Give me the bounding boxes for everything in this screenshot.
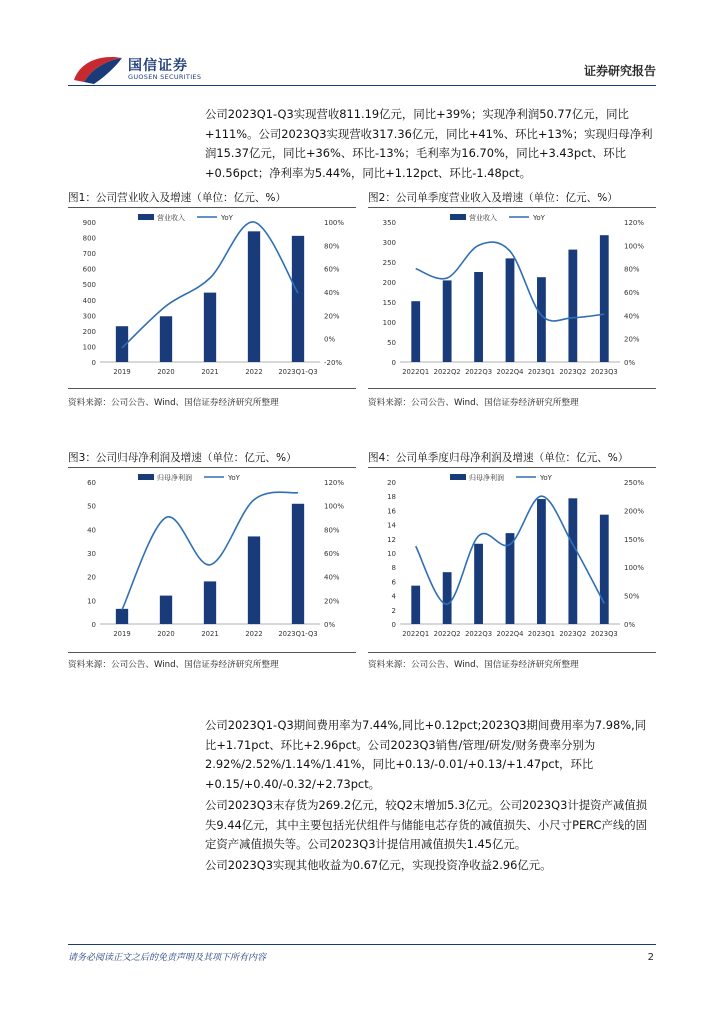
brand-name-cn: 国信证券 bbox=[128, 58, 188, 74]
paragraph-inventory-impairment: 公司2023Q3末存货为269.2亿元，较Q2末增加5.3亿元。公司2023Q3计提资产减值损失9.44亿元，其中主要包括光伏组件与储能电芯存货的减值损失、小尺寸PERC产线的固定资产减值损失等。公司2023Q3计提信用减值损失1.45亿元。 bbox=[205, 798, 648, 851]
x-tick-label: 2022 bbox=[245, 368, 263, 376]
y-left-tick-label: 500 bbox=[82, 281, 96, 290]
chart-fig2 bbox=[368, 208, 656, 388]
x-tick-label: 2022Q4 bbox=[496, 368, 524, 376]
y-right-tick-label: 40% bbox=[624, 312, 640, 321]
bar-2022Q3 bbox=[474, 272, 483, 362]
report-type-label: 证券研究报告 bbox=[583, 64, 656, 78]
fig2-bottom-rule bbox=[368, 388, 656, 389]
y-right-tick-label: 100% bbox=[324, 502, 345, 511]
legend-line-label: YoY bbox=[540, 474, 552, 482]
y-right-tick-label: 50% bbox=[624, 592, 640, 601]
y-right-tick-label: 80% bbox=[324, 526, 340, 535]
bar-2023Q1-Q3 bbox=[292, 504, 304, 624]
y-left-tick-label: 700 bbox=[82, 250, 96, 259]
y-left-tick-label: 20 bbox=[87, 573, 96, 582]
bar-2022Q2 bbox=[443, 280, 452, 362]
legend-bar-swatch bbox=[450, 474, 466, 480]
y-left-tick-label: 300 bbox=[82, 312, 96, 321]
paragraph-revenue-summary: 公司2023Q1-Q3实现营收811.19亿元，同比+39%；实现净利润50.77亿元，同比+111%。公司2023Q3实现营收317.36亿元，同比+41%、环比+13%；实现归母净利润15.37亿元，同比+36%、环比-13%；毛利率为16.70%，同比+3.43pct、环比+0.56pct；净利率为5.44%，同比+1.12pct、环比-1.48pct。 bbox=[205, 107, 653, 180]
chart-fig4 bbox=[368, 468, 656, 650]
x-tick-label: 2021 bbox=[201, 630, 219, 638]
y-left-tick-label: 14 bbox=[387, 521, 396, 530]
x-tick-label: 2023Q1 bbox=[527, 368, 555, 376]
y-left-tick-label: 200 bbox=[382, 279, 396, 287]
y-left-tick-label: 300 bbox=[382, 239, 396, 247]
y-right-tick-label: 100% bbox=[624, 242, 645, 251]
x-tick-label: 2023Q1-Q3 bbox=[278, 630, 318, 638]
x-tick-label: 2022Q4 bbox=[496, 630, 524, 638]
paragraph-other-income: 公司2023Q3实现其他收益为0.67亿元，实现投资净收益2.96亿元。 bbox=[205, 858, 552, 872]
y-right-tick-label: 20% bbox=[624, 335, 640, 344]
fig3-bottom-rule bbox=[68, 652, 356, 653]
y-right-tick-label: 200% bbox=[624, 507, 645, 516]
y-left-tick-label: 6 bbox=[391, 578, 396, 587]
legend-line-label: YoY bbox=[221, 214, 233, 222]
bar-2023Q2 bbox=[568, 250, 577, 362]
fig3-source: 资料来源：公司公告、Wind、国信证券经济研究所整理 bbox=[68, 660, 279, 670]
y-right-tick-label: 120% bbox=[624, 219, 645, 227]
y-right-tick-label: 40% bbox=[324, 289, 340, 297]
y-left-tick-label: 600 bbox=[82, 265, 96, 274]
bar-2023Q3 bbox=[600, 235, 609, 362]
bar-2022Q4 bbox=[506, 258, 515, 362]
y-right-tick-label: 100% bbox=[324, 219, 345, 227]
x-tick-label: 2022Q2 bbox=[433, 630, 461, 638]
y-right-tick-label: 0% bbox=[624, 359, 636, 367]
x-tick-label: 2022 bbox=[245, 630, 263, 638]
y-left-tick-label: 0 bbox=[91, 621, 96, 629]
bar-2022 bbox=[248, 231, 260, 362]
x-tick-label: 2020 bbox=[157, 368, 175, 376]
y-left-tick-label: 20 bbox=[387, 479, 396, 487]
y-right-tick-label: 0% bbox=[324, 335, 336, 344]
x-tick-label: 2022Q3 bbox=[465, 368, 493, 376]
legend-bar-label: 归母净利润 bbox=[157, 474, 192, 482]
bar-2023Q1 bbox=[537, 499, 546, 624]
y-right-tick-label: 60% bbox=[324, 265, 340, 274]
y-left-tick-label: 2 bbox=[391, 606, 396, 615]
legend-line-label: YoY bbox=[533, 214, 545, 222]
y-right-tick-label: 60% bbox=[324, 550, 340, 558]
x-tick-label: 2022Q3 bbox=[465, 630, 493, 638]
footer-disclaimer: 请务必阅读正文之后的免责声明及其项下所有内容 bbox=[68, 953, 267, 963]
x-tick-label: 2023Q3 bbox=[590, 630, 618, 638]
legend-bar-label: 营业收入 bbox=[469, 214, 497, 222]
y-left-tick-label: 100 bbox=[382, 319, 396, 327]
fig1-bottom-rule bbox=[68, 388, 356, 389]
y-left-tick-label: 0 bbox=[391, 621, 396, 629]
y-left-tick-label: 50 bbox=[87, 502, 96, 511]
bar-2023Q1 bbox=[537, 277, 546, 362]
y-left-tick-label: 350 bbox=[382, 219, 396, 227]
y-left-tick-label: 18 bbox=[387, 493, 396, 502]
x-tick-label: 2021 bbox=[201, 368, 219, 376]
y-right-tick-label: 60% bbox=[624, 289, 640, 297]
x-tick-label: 2023Q1 bbox=[527, 630, 555, 638]
y-right-tick-label: 120% bbox=[324, 479, 345, 487]
bar-2021 bbox=[204, 581, 216, 624]
y-left-tick-label: 150 bbox=[382, 299, 396, 307]
y-left-tick-label: 10 bbox=[387, 550, 396, 558]
y-left-tick-label: 100 bbox=[82, 343, 96, 352]
y-left-tick-label: 0 bbox=[391, 359, 396, 367]
x-tick-label: 2022Q2 bbox=[433, 368, 461, 376]
x-tick-label: 2023Q2 bbox=[559, 368, 587, 376]
y-right-tick-label: 0% bbox=[624, 621, 636, 629]
page-number: 2 bbox=[647, 952, 654, 963]
chart-fig1 bbox=[68, 208, 356, 388]
fig2-source: 资料来源：公司公告、Wind、国信证券经济研究所整理 bbox=[368, 398, 579, 408]
y-left-tick-label: 0 bbox=[91, 359, 96, 367]
x-tick-label: 2023Q2 bbox=[559, 630, 587, 638]
y-right-tick-label: -20% bbox=[324, 359, 343, 367]
footer-divider bbox=[68, 944, 656, 945]
bar-2019 bbox=[116, 609, 128, 624]
y-right-tick-label: 250% bbox=[624, 479, 645, 487]
y-left-tick-label: 12 bbox=[387, 535, 396, 544]
paragraph-expense-ratio: 公司2023Q1-Q3期间费用率为7.44%,同比+0.12pct;2023Q3期间费用率为7.98%,同比+1.71pct、环比+2.96pct。公司2023Q3销售/管理/研发/财务费率分别为2.92%/2.52%/1.14%/1.41%，同比+0.13/-0.01/+0.13/+1.47pct，环比+0.15/+0.40/-0.32/+2.73pct。 bbox=[205, 718, 647, 791]
y-left-tick-label: 250 bbox=[382, 259, 396, 267]
y-left-tick-label: 40 bbox=[87, 526, 96, 535]
y-left-tick-label: 400 bbox=[82, 296, 96, 305]
legend-bar-swatch bbox=[450, 214, 466, 220]
bar-2022Q1 bbox=[411, 586, 420, 624]
brand-name-en: GUOSEN SECURITIES bbox=[128, 73, 202, 81]
bar-2022Q1 bbox=[411, 301, 420, 362]
fig4-source: 资料来源：公司公告、Wind、国信证券经济研究所整理 bbox=[368, 660, 579, 670]
legend-bar-swatch bbox=[138, 214, 154, 220]
y-left-tick-label: 60 bbox=[87, 479, 96, 487]
y-left-tick-label: 50 bbox=[387, 339, 396, 347]
bar-2020 bbox=[160, 316, 172, 362]
y-right-tick-label: 80% bbox=[624, 265, 640, 274]
y-right-tick-label: 0% bbox=[324, 621, 336, 629]
chart-fig3 bbox=[68, 468, 356, 650]
y-left-tick-label: 8 bbox=[391, 564, 396, 573]
legend-bar-swatch bbox=[138, 474, 154, 480]
y-right-tick-label: 100% bbox=[624, 564, 645, 573]
y-right-tick-label: 40% bbox=[324, 573, 340, 582]
legend-bar-label: 营业收入 bbox=[157, 214, 185, 222]
y-left-tick-label: 800 bbox=[82, 234, 96, 243]
y-left-tick-label: 200 bbox=[82, 327, 96, 336]
x-tick-label: 2023Q3 bbox=[590, 368, 618, 376]
x-tick-label: 2019 bbox=[113, 368, 131, 376]
bar-2020 bbox=[160, 596, 172, 624]
x-tick-label: 2023Q1-Q3 bbox=[278, 368, 318, 376]
bar-2022Q3 bbox=[474, 544, 483, 624]
header-divider bbox=[68, 85, 656, 86]
y-left-tick-label: 10 bbox=[87, 597, 96, 606]
x-tick-label: 2019 bbox=[113, 630, 131, 638]
x-tick-label: 2020 bbox=[157, 630, 175, 638]
x-tick-label: 2022Q1 bbox=[402, 368, 430, 376]
fig4-bottom-rule bbox=[368, 652, 656, 653]
y-left-tick-label: 16 bbox=[387, 507, 396, 516]
bar-2023Q1-Q3 bbox=[292, 236, 304, 362]
page-header bbox=[0, 0, 724, 90]
y-left-tick-label: 900 bbox=[82, 219, 96, 227]
y-right-tick-label: 20% bbox=[324, 312, 340, 321]
legend-line-label: YoY bbox=[228, 474, 240, 482]
fig2-caption: 图2：公司单季度营业收入及增速（单位：亿元、%） bbox=[368, 192, 618, 204]
bar-2022Q4 bbox=[506, 533, 515, 624]
y-right-tick-label: 20% bbox=[324, 597, 340, 606]
legend-bar-label: 归母净利润 bbox=[469, 474, 504, 482]
bar-2021 bbox=[204, 293, 216, 362]
y-right-tick-label: 80% bbox=[324, 242, 340, 251]
bar-2022 bbox=[248, 536, 260, 624]
y-left-tick-label: 4 bbox=[391, 592, 396, 601]
y-right-tick-label: 150% bbox=[624, 535, 645, 544]
fig3-caption: 图3：公司归母净利润及增速（单位：亿元、%） bbox=[68, 452, 297, 464]
bar-2023Q3 bbox=[600, 515, 609, 624]
bar-2022Q2 bbox=[443, 572, 452, 624]
bar-2023Q2 bbox=[568, 498, 577, 624]
fig1-caption: 图1：公司营业收入及增速（单位：亿元、%） bbox=[68, 192, 287, 204]
y-left-tick-label: 30 bbox=[87, 550, 96, 558]
fig1-source: 资料来源：公司公告、Wind、国信证券经济研究所整理 bbox=[68, 398, 279, 408]
fig4-caption: 图4：公司单季度归母净利润及增速（单位：亿元、%） bbox=[368, 452, 629, 464]
x-tick-label: 2022Q1 bbox=[402, 630, 430, 638]
